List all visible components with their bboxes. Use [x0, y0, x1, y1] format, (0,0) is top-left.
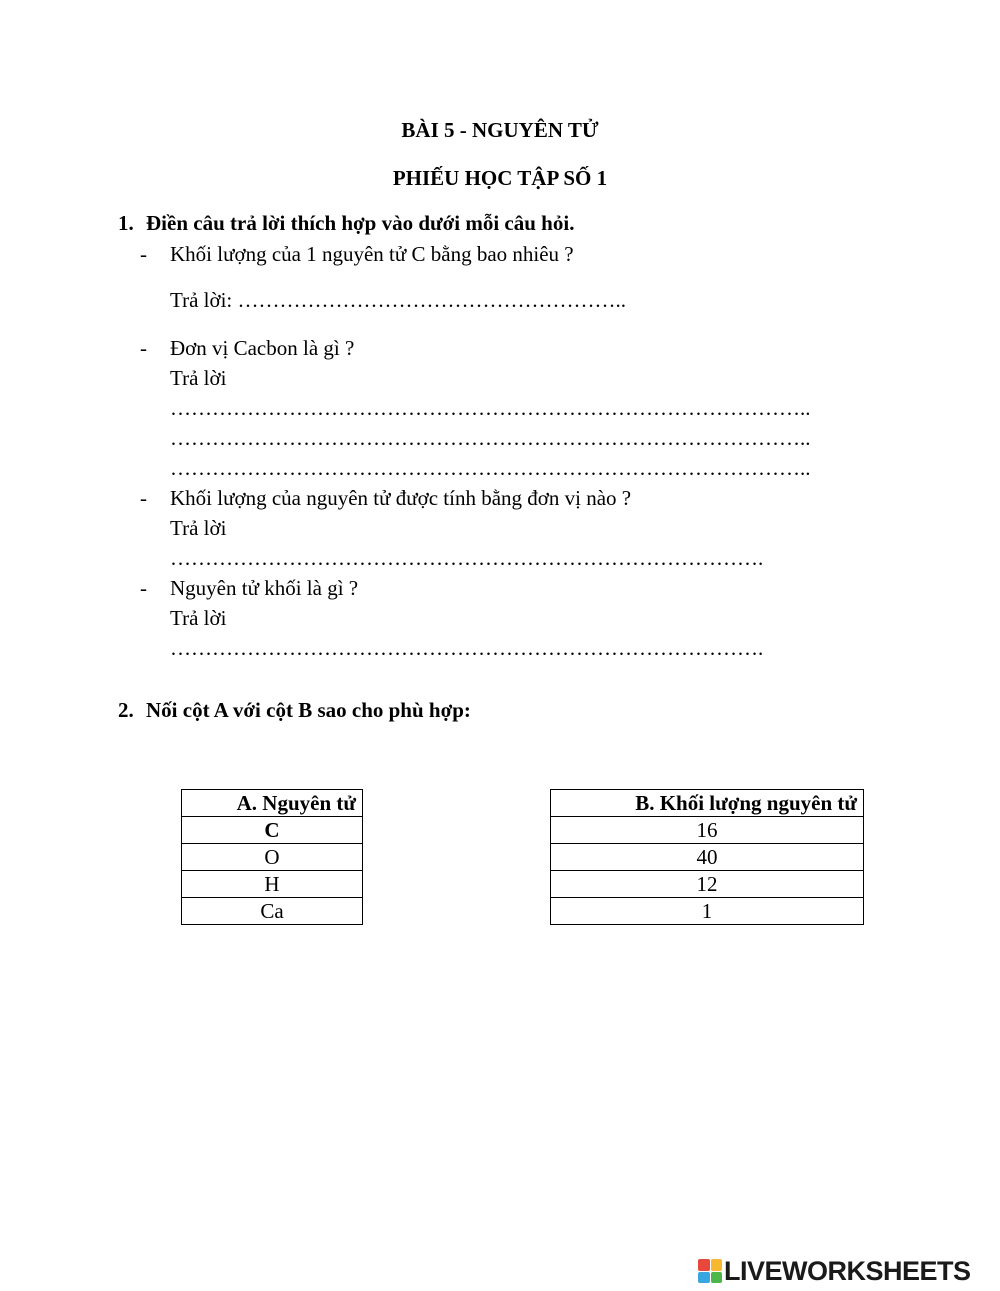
section2-number: 2. [118, 698, 134, 722]
table-a-cell[interactable]: O [182, 844, 363, 871]
table-b-cell[interactable]: 1 [551, 898, 864, 925]
q4-answer-line-1[interactable]: …………………………………………………………………………. [170, 636, 764, 660]
logo-text: LIVEWORKSHEETS [724, 1255, 971, 1286]
q1-answer-field[interactable]: Trả lời: ……………………………………………….. [170, 288, 627, 312]
table-b-cell[interactable]: 12 [551, 871, 864, 898]
q2-answer-label: Trả lời [170, 366, 227, 390]
table-b-cell[interactable]: 16 [551, 817, 864, 844]
q2-answer-line-3[interactable]: ……………………………………………………………………………….. [170, 456, 811, 480]
table-column-b [550, 789, 864, 925]
q4-text: Nguyên tử khối là gì ? [170, 576, 359, 600]
section1-heading: Điền câu trả lời thích hợp vào dưới mỗi câu hỏi. [146, 211, 575, 235]
table-a-cell[interactable]: Ca [182, 898, 363, 925]
q3-answer-label: Trả lời [170, 516, 227, 540]
q2-answer-line-2[interactable]: ……………………………………………………………………………….. [170, 426, 811, 450]
worksheet-subtitle: PHIẾU HỌC TẬP SỐ 1 [392, 166, 608, 190]
q4-answer-label: Trả lời [170, 606, 227, 630]
q2-text: Đơn vị Cacbon là gì ? [170, 336, 355, 360]
q3-text: Khối lượng của nguyên tử được tính bằng đơn vị nào ? [170, 486, 632, 510]
table-column-a [181, 789, 363, 925]
table-b-header: B. Khối lượng nguyên tử [551, 790, 864, 817]
worksheet-title: BÀI 5 - NGUYÊN TỬ [401, 118, 599, 142]
table-a-cell[interactable]: H [182, 871, 363, 898]
table-b-cell[interactable]: 40 [551, 844, 864, 871]
q4-bullet: - [140, 576, 147, 600]
q1-bullet: - [140, 242, 147, 266]
q3-bullet: - [140, 486, 147, 510]
logo-blocks-icon [698, 1259, 722, 1283]
q3-answer-line-1[interactable]: …………………………………………………………………………. [170, 546, 764, 570]
section2-heading: Nối cột A với cột B sao cho phù hợp: [146, 698, 471, 722]
table-a-cell[interactable]: C [182, 817, 363, 844]
q1-text: Khối lượng của 1 nguyên tử C bằng bao nhiêu ? [170, 242, 574, 266]
liveworksheets-logo [698, 1256, 971, 1286]
q2-bullet: - [140, 336, 147, 360]
section1-number: 1. [118, 211, 134, 235]
q2-answer-line-1[interactable]: ……………………………………………………………………………….. [170, 396, 811, 420]
table-a-header: A. Nguyên tử [182, 790, 363, 817]
